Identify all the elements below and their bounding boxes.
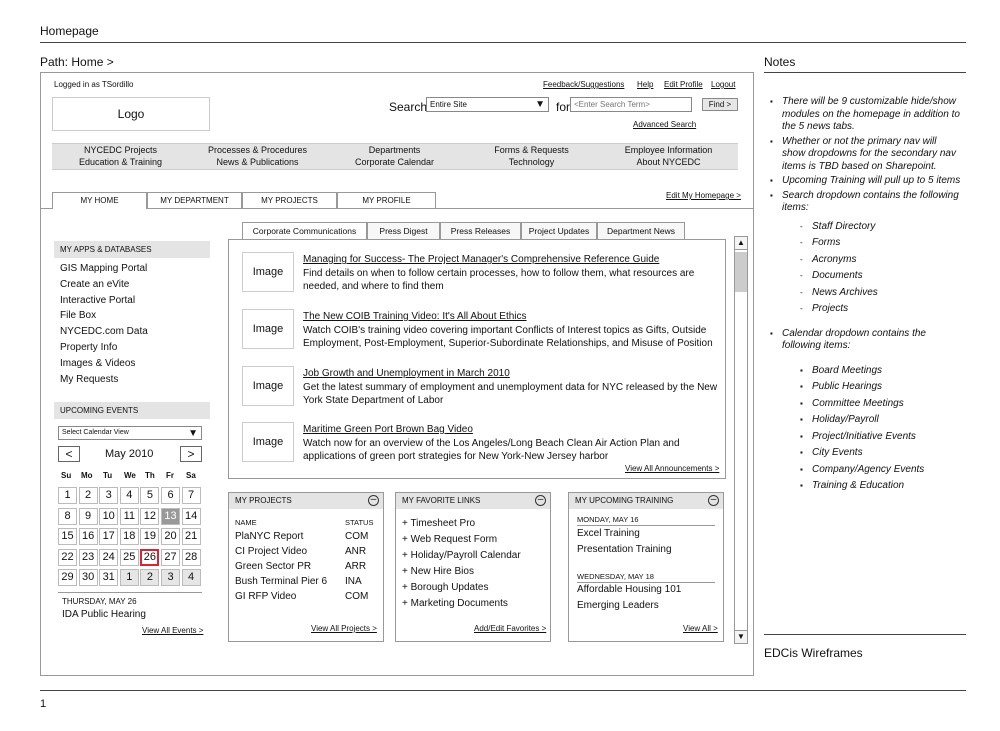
news-title-link[interactable]: The New COIB Training Video: It's All About Ethics xyxy=(303,311,527,322)
links-header: MY FAVORITE LINKS xyxy=(396,493,550,509)
day-name: Su xyxy=(61,471,72,480)
view-all-projects-link[interactable]: View All Projects > xyxy=(311,624,377,633)
project-status: INA xyxy=(345,576,362,587)
note-subitem: - Forms xyxy=(800,237,962,250)
page-title: Homepage xyxy=(40,24,99,38)
search-items-list xyxy=(800,221,962,316)
news-title-link[interactable]: Managing for Success- The Project Manager's Comprehensive Reference Guide xyxy=(303,254,660,265)
favorite-link[interactable]: + Timesheet Pro xyxy=(402,518,476,529)
news-body: Get the latest summary of employment and unemployment data for NYC released by the New York State Department of Labor xyxy=(303,382,718,406)
tabs-divider xyxy=(40,208,52,209)
training-item[interactable]: Excel Training xyxy=(577,528,640,539)
nav-item[interactable]: Education & Training xyxy=(78,157,163,167)
nav-item[interactable]: Corporate Calendar xyxy=(354,157,435,167)
events-header: UPCOMING EVENTS xyxy=(54,402,210,419)
nav-item[interactable]: About NYCEDC xyxy=(636,157,701,167)
project-status: COM xyxy=(345,531,369,542)
note-subitem: ▪ City Events xyxy=(800,447,962,460)
find-button[interactable]: Find > xyxy=(702,98,738,111)
project-status: ARR xyxy=(345,561,367,572)
header-divider xyxy=(40,42,966,43)
tab-corporate-communications[interactable]: Corporate Communications xyxy=(242,222,367,240)
note-subitem: ▪ Board Meetings xyxy=(800,365,962,378)
news-image: Image xyxy=(242,366,294,406)
collapse-icon[interactable]: – xyxy=(708,495,719,506)
project-name[interactable]: Green Sector PR xyxy=(235,561,312,572)
calendar-day[interactable]: 20 xyxy=(161,528,180,545)
news-image: Image xyxy=(242,252,294,292)
calendar-day[interactable]: 2 xyxy=(79,487,98,504)
project-status: COM xyxy=(345,591,369,602)
training-divider xyxy=(577,582,715,583)
for-label: for xyxy=(556,100,571,114)
note-subitem: ▪ Company/Agency Events xyxy=(800,464,962,477)
tab-department-news[interactable]: Department News xyxy=(597,222,685,240)
calendar-divider xyxy=(58,592,202,593)
logo[interactable]: Logo xyxy=(52,97,210,131)
search-scope-value: Entire Site xyxy=(430,100,467,109)
training-item[interactable]: Presentation Training xyxy=(577,544,672,555)
app-item[interactable]: Images & Videos xyxy=(60,357,136,369)
add-edit-favorites-link[interactable]: Add/Edit Favorites > xyxy=(474,624,547,633)
calendar-day[interactable]: 4 xyxy=(182,569,201,586)
calendar-day[interactable]: 15 xyxy=(58,528,77,545)
help-link[interactable]: Help xyxy=(637,80,654,89)
logout-link[interactable]: Logout xyxy=(711,80,736,89)
favorite-link[interactable]: + Borough Updates xyxy=(402,582,489,593)
page-number: 1 xyxy=(40,698,47,710)
search-label: Search xyxy=(389,100,428,114)
calendar-day[interactable]: 3 xyxy=(99,487,118,504)
calendar-day[interactable]: 13 xyxy=(161,508,180,525)
dropdown-arrow-icon: ▼ xyxy=(188,428,198,439)
breadcrumb: Path: Home > xyxy=(40,55,114,69)
project-name[interactable]: Bush Terminal Pier 6 xyxy=(235,576,328,587)
day-name: Fr xyxy=(166,471,174,480)
note-subitem: ▪ Committee Meetings xyxy=(800,398,962,411)
nav-item[interactable]: Employee Information xyxy=(624,145,713,155)
notes-divider xyxy=(764,72,966,73)
news-title-link[interactable]: Maritime Green Port Brown Bag Video xyxy=(303,424,473,435)
favorite-link[interactable]: + New Hire Bios xyxy=(402,566,474,577)
news-image: Image xyxy=(242,309,294,349)
news-body: Watch now for an overview of the Los Angeles/Long Beach Clean Air Action Plan and applications of green port strategies for New York-New Jersey harbor xyxy=(303,438,680,462)
calendar-view-value: Select Calendar View xyxy=(62,429,129,436)
event-name[interactable]: IDA Public Hearing xyxy=(62,609,146,620)
note-subitem: - News Archives xyxy=(800,287,962,300)
favorite-links-module xyxy=(395,492,551,642)
nav-item[interactable]: Forms & Requests xyxy=(494,145,569,155)
tab-press-releases[interactable]: Press Releases xyxy=(440,222,521,240)
note-subitem: - Staff Directory xyxy=(800,221,962,234)
project-name[interactable]: CI Project Video xyxy=(235,546,308,557)
note-item: ▪ Upcoming Training will pull up to 5 items xyxy=(770,175,962,188)
note-subitem: - Projects xyxy=(800,303,962,316)
note-subitem: ▪ Holiday/Payroll xyxy=(800,414,962,427)
calendar-day[interactable]: 5 xyxy=(140,487,159,504)
training-item[interactable]: Affordable Housing 101 xyxy=(577,584,682,595)
note-item: ▪ There will be 9 customizable hide/show modules on the homepage in addition to the 5 news tabs. xyxy=(770,96,962,134)
calendar-day[interactable]: 1 xyxy=(58,487,77,504)
dropdown-arrow-icon: ▼ xyxy=(535,99,545,110)
calendar-day[interactable]: 27 xyxy=(161,549,180,566)
view-all-events-link[interactable]: View All Events > xyxy=(142,626,204,635)
training-day: WEDNESDAY, MAY 18 xyxy=(577,572,654,581)
col-status-header: STATUS xyxy=(345,518,374,527)
app-item[interactable]: Create an eVite xyxy=(60,278,130,290)
note-subitem: - Documents xyxy=(800,270,962,283)
calendar-day[interactable]: 10 xyxy=(99,508,118,525)
tab-my-profile[interactable]: MY PROFILE xyxy=(337,192,436,209)
notes-title: Notes xyxy=(764,55,796,69)
news-image: Image xyxy=(242,422,294,462)
projects-header: MY PROJECTS xyxy=(229,493,383,509)
note-subitem: ▪ Project/Initiative Events xyxy=(800,431,962,444)
prev-month-button[interactable]: < xyxy=(58,446,80,462)
news-title-link[interactable]: Job Growth and Unemployment in March 2010 xyxy=(303,368,510,379)
calendar-day[interactable]: 7 xyxy=(182,487,201,504)
next-month-button[interactable]: > xyxy=(180,446,202,462)
tab-press-digest[interactable]: Press Digest xyxy=(367,222,440,240)
scroll-down-icon[interactable]: ▼ xyxy=(734,630,748,644)
day-name: Tu xyxy=(103,471,113,480)
calendar-day[interactable]: 2 xyxy=(140,569,159,586)
calendar-day[interactable]: 23 xyxy=(79,549,98,566)
search-scope-select[interactable] xyxy=(426,97,549,112)
edit-homepage-link[interactable]: Edit My Homepage > xyxy=(666,191,741,200)
calendar-day[interactable]: 30 xyxy=(79,569,98,586)
note-subitem: - Acronyms xyxy=(800,254,962,267)
calendar-day[interactable]: 12 xyxy=(140,508,159,525)
notes-list xyxy=(770,96,962,499)
calendar-day[interactable]: 22 xyxy=(58,549,77,566)
collapse-icon[interactable]: – xyxy=(535,495,546,506)
calendar-day[interactable]: 4 xyxy=(120,487,139,504)
calendar-day[interactable]: 16 xyxy=(79,528,98,545)
calendar-day[interactable]: 6 xyxy=(161,487,180,504)
tabs-divider xyxy=(147,208,754,209)
apps-list xyxy=(60,261,148,387)
apps-header: MY APPS & DATABASES xyxy=(54,241,210,258)
tab-my-department[interactable]: MY DEPARTMENT xyxy=(147,192,242,209)
note-item: ▪ Search dropdown contains the following items: xyxy=(770,190,962,215)
nav-item[interactable]: Processes & Procedures xyxy=(207,145,308,155)
app-item[interactable]: My Requests xyxy=(60,373,119,385)
news-body: Find details on when to follow certain processes, how to follow them, what resources are needed, and where to find them xyxy=(303,268,695,292)
training-divider xyxy=(577,525,715,526)
note-subitem: ▪ Public Hearings xyxy=(800,381,962,394)
scroll-up-icon[interactable]: ▲ xyxy=(734,236,748,250)
calendar-day[interactable]: 28 xyxy=(182,549,201,566)
projects-module xyxy=(228,492,384,642)
training-header: MY UPCOMING TRAINING xyxy=(569,493,723,509)
calendar-day[interactable]: 31 xyxy=(99,569,118,586)
event-date: THURSDAY, MAY 26 xyxy=(62,597,137,606)
calendar-day[interactable]: 21 xyxy=(182,528,201,545)
tab-my-home[interactable]: MY HOME xyxy=(52,192,147,209)
calendar-day[interactable]: 1 xyxy=(120,569,139,586)
calendar-month: May 2010 xyxy=(105,448,154,460)
day-name: We xyxy=(124,471,136,480)
nav-item[interactable]: Technology xyxy=(508,157,555,167)
calendar-view-select[interactable] xyxy=(58,426,202,440)
tab-my-projects[interactable]: MY PROJECTS xyxy=(242,192,337,209)
tab-project-updates[interactable]: Project Updates xyxy=(521,222,597,240)
calendar-day[interactable]: 26 xyxy=(140,549,159,566)
calendar-day[interactable]: 19 xyxy=(140,528,159,545)
calendar-day[interactable]: 8 xyxy=(58,508,77,525)
training-module xyxy=(568,492,724,642)
footer-label: EDCis Wireframes xyxy=(764,646,863,660)
search-input[interactable] xyxy=(570,97,692,112)
day-name: Sa xyxy=(186,471,196,480)
note-subitem: ▪ Training & Education xyxy=(800,480,962,493)
nav-item[interactable]: NYCEDC Projects xyxy=(83,145,157,155)
app-item[interactable]: GIS Mapping Portal xyxy=(60,263,148,274)
news-body: Watch COIB's training video covering important Conflicts of Interest topics as Gifts, Outside Employment, Post-Employment, Superior-Subordinate Relationships, and Misuse of Position xyxy=(303,325,713,349)
calendar-day[interactable]: 3 xyxy=(161,569,180,586)
edit-profile-link[interactable]: Edit Profile xyxy=(664,80,703,89)
favorite-link[interactable]: + Holiday/Payroll Calendar xyxy=(402,550,521,561)
nav-item[interactable]: News & Publications xyxy=(216,157,299,167)
favorite-link[interactable]: + Web Request Form xyxy=(402,534,498,545)
day-name: Th xyxy=(145,471,155,480)
app-item[interactable]: NYCEDC.com Data xyxy=(60,326,148,338)
calendar-day[interactable]: 9 xyxy=(79,508,98,525)
page-divider xyxy=(40,690,966,691)
primary-nav xyxy=(52,143,738,170)
day-name: Mo xyxy=(81,471,93,480)
calendar-day[interactable]: 11 xyxy=(120,508,139,525)
view-all-announcements-link[interactable]: View All Announcements > xyxy=(625,464,720,473)
scroll-thumb[interactable] xyxy=(735,252,747,292)
calendar-items-list xyxy=(800,365,962,493)
feedback-link[interactable]: Feedback/Suggestions xyxy=(543,80,625,89)
collapse-icon[interactable]: – xyxy=(368,495,379,506)
training-item[interactable]: Emerging Leaders xyxy=(577,600,659,611)
app-item[interactable]: File Box xyxy=(60,310,97,322)
project-name[interactable]: PlaNYC Report xyxy=(235,531,304,542)
advanced-search-link[interactable]: Advanced Search xyxy=(633,120,697,129)
training-day: MONDAY, MAY 16 xyxy=(577,515,639,524)
calendar-day[interactable]: 18 xyxy=(120,528,139,545)
calendar-day[interactable]: 24 xyxy=(99,549,118,566)
favorite-link[interactable]: + Marketing Documents xyxy=(402,598,508,609)
calendar-day[interactable]: 14 xyxy=(182,508,201,525)
note-item: ▪ Calendar dropdown contains the following items: xyxy=(770,328,962,353)
project-name[interactable]: GI RFP Video xyxy=(235,591,297,602)
calendar-day[interactable]: 17 xyxy=(99,528,118,545)
nav-item[interactable]: Departments xyxy=(368,145,421,155)
footer-divider xyxy=(764,634,966,635)
logged-in-label: Logged in as TSordillo xyxy=(54,80,134,89)
note-item: ▪ Whether or not the primary nav will show dropdowns for the secondary nav items is TBD based on Sharepoint. xyxy=(770,136,962,174)
project-status: ANR xyxy=(345,546,367,557)
scrollbar[interactable] xyxy=(734,236,748,644)
view-all-training-link[interactable]: View All > xyxy=(683,624,718,633)
calendar-day[interactable]: 25 xyxy=(120,549,139,566)
app-item[interactable]: Interactive Portal xyxy=(60,294,136,306)
col-name-header: NAME xyxy=(235,518,257,527)
calendar-day[interactable]: 29 xyxy=(58,569,77,586)
app-item[interactable]: Property Info xyxy=(60,341,118,353)
